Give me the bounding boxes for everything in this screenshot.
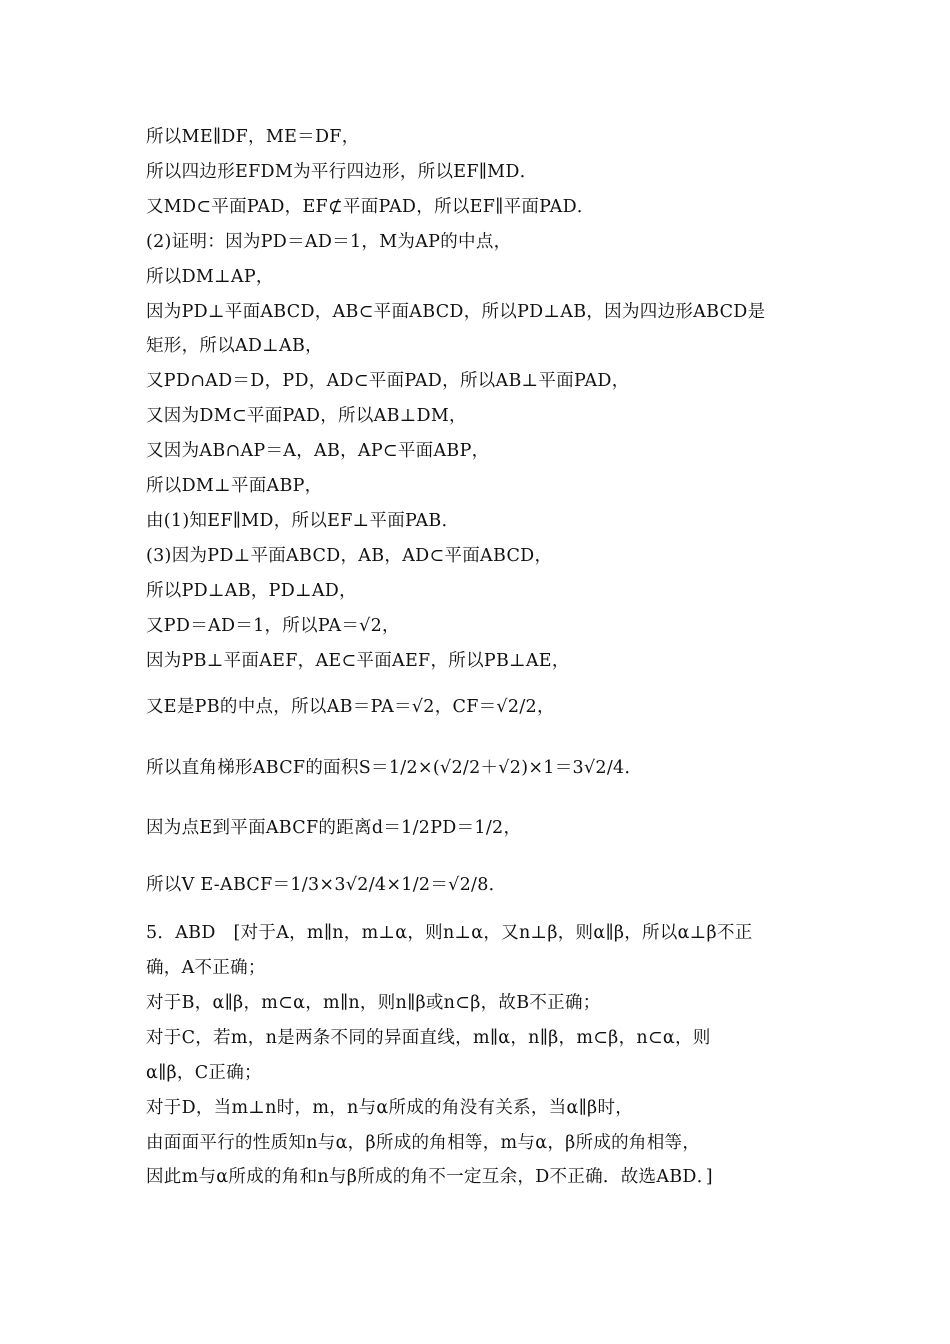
text-line: 因此m与α所成的角和n与β所成的角不一定互余，D不正确．故选ABD．] bbox=[146, 1167, 713, 1187]
text-line: 又PD＝AD＝1，所以PA＝√2， bbox=[146, 616, 400, 636]
text-line: 所以四边形EFDM为平行四边形，所以EF∥MD． bbox=[146, 162, 538, 182]
text-line: 所以V E-ABCF＝1/3×3√2/4×1/2＝√2/8． bbox=[146, 875, 507, 895]
text-line: 所以ME∥DF，ME＝DF， bbox=[146, 127, 360, 147]
text-line: 所以DM⊥平面ABP， bbox=[146, 476, 323, 496]
text-line: 所以DM⊥AP， bbox=[146, 267, 274, 287]
text-line: 因为PD⊥平面ABCD，AB⊂平面ABCD，所以PD⊥AB，因为四边形ABCD是 bbox=[146, 302, 766, 322]
text-line: 又E是PB的中点，所以AB＝PA＝√2，CF＝√2/2， bbox=[146, 697, 555, 717]
text-line: 由(1)知EF∥MD，所以EF⊥平面PAB． bbox=[146, 511, 460, 531]
text-line: 所以PD⊥AB，PD⊥AD， bbox=[146, 581, 357, 601]
text-line: 由面面平行的性质知n与α，β所成的角相等，m与α，β所成的角相等， bbox=[146, 1133, 701, 1153]
text-line: (3)因为PD⊥平面ABCD，AB，AD⊂平面ABCD， bbox=[146, 546, 553, 566]
text-line: 又MD⊂平面PAD，EF⊄平面PAD，所以EF∥平面PAD． bbox=[146, 197, 595, 217]
text-line: 所以直角梯形ABCF的面积S＝1/2×(√2/2＋√2)×1＝3√2/4． bbox=[146, 758, 643, 778]
text-line: 5．ABD [对于A，m∥n，m⊥α，则n⊥α，又n⊥β，则α∥β，所以α⊥β不正 bbox=[146, 923, 753, 943]
text-line: 因为点E到平面ABCF的距离d＝1/2PD＝1/2， bbox=[146, 818, 522, 838]
text-line: 确，A不正确； bbox=[146, 958, 266, 978]
text-line: α∥β，C正确； bbox=[146, 1063, 262, 1083]
text-line: 又因为AB∩AP＝A，AB，AP⊂平面ABP， bbox=[146, 441, 490, 461]
text-line: 因为PB⊥平面AEF，AE⊂平面AEF，所以PB⊥AE， bbox=[146, 651, 570, 671]
text-line: (2)证明：因为PD＝AD＝1，M为AP的中点， bbox=[146, 232, 512, 252]
text-line: 又因为DM⊂平面PAD，所以AB⊥DM， bbox=[146, 406, 467, 426]
text-line: 对于B，α∥β，m⊂α，m∥n，则n∥β或n⊂β，故B不正确； bbox=[146, 993, 601, 1013]
text-line: 矩形，所以AD⊥AB， bbox=[146, 336, 323, 356]
text-line: 对于C，若m，n是两条不同的异面直线，m∥α，n∥β，m⊂β，n⊂α，则 bbox=[146, 1028, 711, 1048]
text-line: 又PD∩AD＝D，PD，AD⊂平面PAD，所以AB⊥平面PAD， bbox=[146, 371, 630, 391]
text-line: 对于D，当m⊥n时，m，n与α所成的角没有关系，当α∥β时， bbox=[146, 1098, 634, 1118]
